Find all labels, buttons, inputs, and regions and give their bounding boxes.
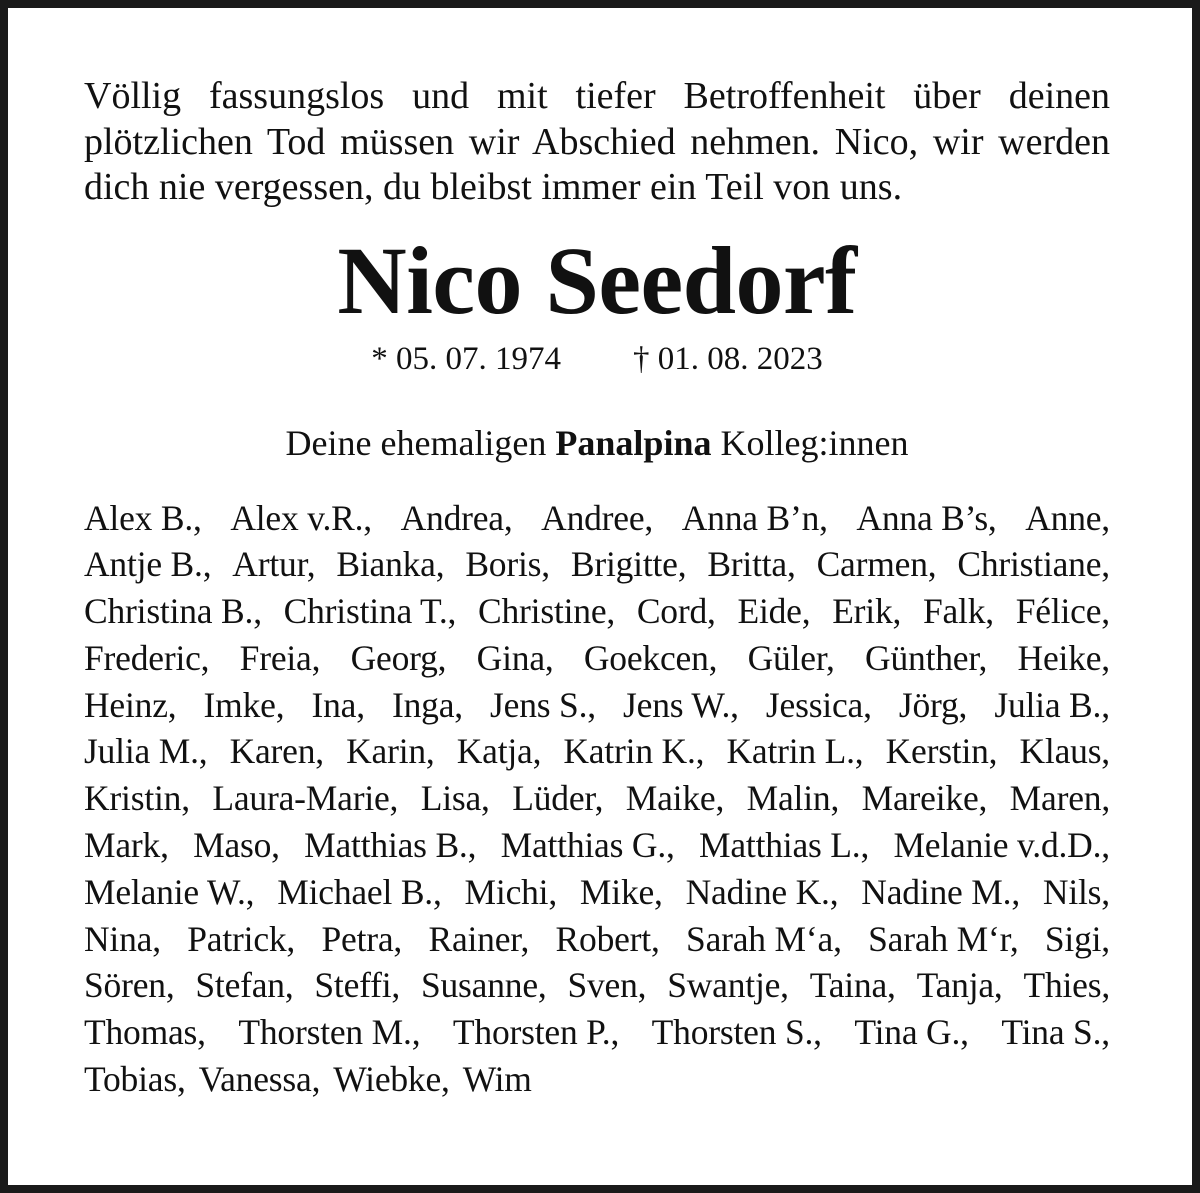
colleague-name: Christina B., [84, 591, 262, 632]
birth-date: * 05. 07. 1974 [371, 340, 561, 377]
colleague-name: Michi, [464, 871, 558, 912]
colleague-name: Sarah M‘a, [686, 918, 842, 959]
colleague-name: Andrea, [400, 497, 513, 538]
colleague-name: Inga, [391, 684, 463, 725]
colleague-name: Katrin K., [563, 731, 705, 772]
colleague-name: Katja, [456, 731, 542, 772]
colleague-name: Sarah M‘r, [868, 918, 1019, 959]
names-line [84, 869, 1110, 916]
colleague-name: Anna B’s, [856, 497, 997, 538]
colleague-name: Karen, [229, 731, 324, 772]
colleague-name: Nadine K., [685, 871, 839, 912]
colleague-name: Britta, [707, 544, 796, 585]
colleague-name: Anna B’n, [681, 497, 828, 538]
colleague-name: Imke, [203, 684, 285, 725]
colleague-name: Malin, [746, 778, 840, 819]
colleague-name: Lisa, [420, 778, 490, 819]
signature-suffix: Kolleg:innen [720, 422, 909, 463]
colleague-name: Falk, [922, 591, 994, 632]
colleague-name: Laura-Marie, [212, 778, 399, 819]
colleague-name: Stefan, [195, 965, 294, 1006]
names-line [84, 1056, 1110, 1103]
colleague-name: Mike, [579, 871, 663, 912]
colleague-name: Frederic, [84, 637, 210, 678]
colleague-name: Nils, [1042, 871, 1110, 912]
colleague-name: Artur, [232, 544, 316, 585]
colleague-name: Antje B., [84, 544, 212, 585]
colleague-name: Brigitte, [570, 544, 687, 585]
colleague-name: Susanne, [420, 965, 547, 1006]
colleague-name: Petra, [321, 918, 403, 959]
colleague-name: Sigi, [1044, 918, 1110, 959]
obituary-content [84, 74, 1110, 1103]
colleague-name: Steffi, [314, 965, 401, 1006]
colleague-name: Melanie W., [84, 871, 255, 912]
colleague-name: Maren, [1009, 778, 1110, 819]
colleague-name: Klaus, [1019, 731, 1110, 772]
colleague-name: Alex B., [84, 497, 202, 538]
colleague-name: Mareike, [861, 778, 988, 819]
colleague-name: Wiebke, [333, 1059, 450, 1100]
colleague-name: Patrick, [187, 918, 296, 959]
names-line [84, 822, 1110, 869]
colleague-name: Swantje, [667, 965, 789, 1006]
colleague-name: Carmen, [816, 544, 937, 585]
colleague-name: Anne, [1025, 497, 1110, 538]
colleague-name: Karin, [346, 731, 435, 772]
names-line [84, 1009, 1110, 1056]
colleague-name: Melanie v.d.D., [893, 825, 1110, 866]
colleague-name: Jens S., [490, 684, 596, 725]
colleague-name: Félice, [1015, 591, 1110, 632]
names-line [84, 588, 1110, 635]
colleague-name: Freia, [239, 637, 321, 678]
names-line [84, 916, 1110, 963]
colleague-name: Güler, [747, 637, 835, 678]
colleague-name: Jörg, [898, 684, 968, 725]
colleague-name: Thorsten M., [238, 1012, 421, 1053]
colleague-name: Tobias, [84, 1059, 186, 1100]
colleague-name: Sören, [84, 965, 175, 1006]
names-line [84, 541, 1110, 588]
names-line [84, 962, 1110, 1009]
colleague-name: Matthias G., [500, 825, 675, 866]
colleague-name: Ina, [311, 684, 365, 725]
colleague-name: Georg, [350, 637, 447, 678]
colleague-name: Kristin, [84, 778, 190, 819]
colleague-name: Jessica, [765, 684, 872, 725]
names-line [84, 635, 1110, 682]
colleague-name: Julia M., [84, 731, 208, 772]
colleague-name: Maso, [193, 825, 280, 866]
company-name: Panalpina [555, 422, 712, 463]
colleague-name: Cord, [636, 591, 716, 632]
colleague-name: Erik, [832, 591, 902, 632]
colleague-name: Tanja, [916, 965, 1003, 1006]
colleague-name: Julia B., [994, 684, 1110, 725]
intro-text: Völlig fassungslos und mit tiefer Betroffenheit über deinen plötzlichen Tod müssen wir Abschied nehmen. Nico, wir werden dich nie vergessen, du bleibst immer ein Teil von uns. [84, 75, 1110, 208]
signature-prefix: Deine ehemaligen [285, 422, 547, 463]
colleague-name: Jens W., [623, 684, 739, 725]
colleague-name: Thorsten S., [651, 1012, 822, 1053]
colleague-name: Matthias L., [698, 825, 870, 866]
colleague-name: Christina T., [283, 591, 457, 632]
colleague-name: Robert, [555, 918, 660, 959]
colleague-name: Boris, [465, 544, 550, 585]
colleague-name: Günther, [865, 637, 988, 678]
colleague-name: Maike, [625, 778, 725, 819]
colleague-name: Vanessa, [198, 1059, 321, 1100]
colleague-name: Christiane, [957, 544, 1110, 585]
names-line [84, 495, 1110, 542]
colleague-name: Katrin L., [726, 731, 864, 772]
deceased-name: Nico Seedorf [337, 226, 857, 334]
colleague-name: Thomas, [84, 1012, 206, 1053]
colleague-name: Goekcen, [583, 637, 718, 678]
colleague-name: Thies, [1023, 965, 1110, 1006]
colleague-name: Gina, [476, 637, 554, 678]
colleague-name: Taina, [809, 965, 896, 1006]
colleague-name: Eide, [737, 591, 811, 632]
colleague-name: Mark, [84, 825, 169, 866]
colleague-name: Rainer, [428, 918, 530, 959]
life-dates [84, 339, 1110, 379]
colleague-name: Nina, [84, 918, 161, 959]
signature-line [84, 421, 1110, 465]
colleague-name: Alex v.R., [230, 497, 372, 538]
names-line [84, 728, 1110, 775]
colleague-name: Christine, [478, 591, 616, 632]
colleague-name: Nadine M., [861, 871, 1021, 912]
colleague-name: Wim [462, 1059, 532, 1100]
names-list [84, 495, 1110, 1103]
names-line [84, 775, 1110, 822]
colleague-name: Michael B., [277, 871, 442, 912]
colleague-name: Kerstin, [885, 731, 998, 772]
colleague-name: Matthias B., [304, 825, 477, 866]
colleague-name: Bianka, [336, 544, 445, 585]
names-line [84, 682, 1110, 729]
colleague-name: Thorsten P., [452, 1012, 620, 1053]
colleague-name: Tina G., [854, 1012, 969, 1053]
colleague-name: Tina S., [1001, 1012, 1110, 1053]
colleague-name: Andree, [541, 497, 654, 538]
colleague-name: Heinz, [84, 684, 177, 725]
colleague-name: Lüder, [512, 778, 604, 819]
death-date: † 01. 08. 2023 [633, 340, 823, 377]
colleague-name: Sven, [567, 965, 647, 1006]
colleague-name: Heike, [1017, 637, 1110, 678]
